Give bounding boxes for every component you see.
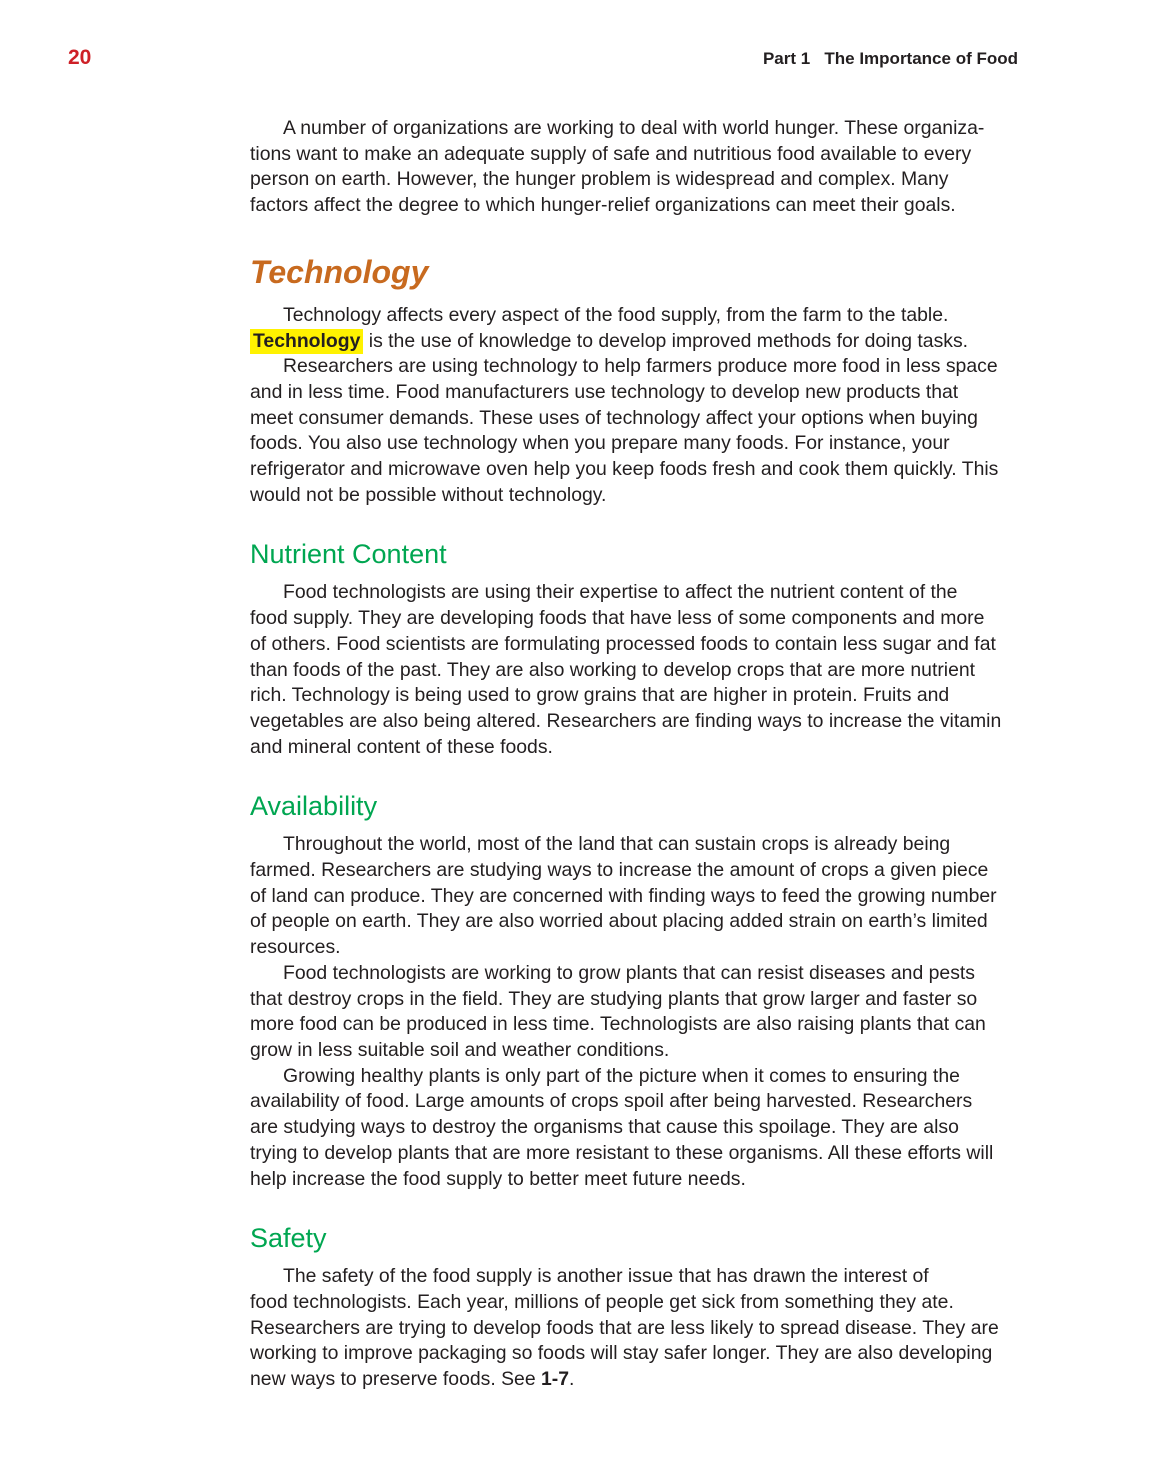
body-line: factors affect the degree to which hunger-relief organizations can meet their goals. [250, 194, 956, 217]
body-line: that destroy crops in the field. They are studying plants that grow larger and faster so [250, 987, 978, 1010]
body-line: refrigerator and microwave oven help you keep foods fresh and cook them quickly. This [250, 458, 999, 481]
nutrient-content-paragraph [250, 580, 1156, 760]
body-line: are studying ways to destroy the organisms that cause this spoilage. They are also [250, 1116, 959, 1139]
safety-paragraph-lines [250, 1264, 1156, 1367]
body-line: help increase the food supply to better meet future needs. [250, 1167, 746, 1190]
body-line-with-highlight [250, 329, 1156, 355]
page-number: 20 [68, 46, 92, 69]
running-header [0, 0, 1156, 71]
body-line: grow in less suitable soil and weather conditions. [250, 1038, 670, 1061]
glossary-term-highlight: Technology [250, 329, 363, 354]
body-line: Researchers are using technology to help farmers produce more food in less space [283, 355, 998, 378]
body-line: of others. Food scientists are formulating processed foods to contain less sugar and fat [250, 632, 996, 655]
body-line-text: . [569, 1368, 575, 1391]
page-content [0, 116, 1156, 1393]
body-line: of people on earth. They are also worried about placing added strain on earth’s limited [250, 910, 988, 933]
availability-paragraph-3 [250, 1064, 1156, 1193]
body-line: farmed. Researchers are studying ways to increase the amount of crops a given piece [250, 859, 989, 882]
body-line: Food technologists are using their expertise to affect the nutrient content of the [283, 581, 958, 604]
body-line: food technologists. Each year, millions of people get sick from something they ate. [250, 1290, 954, 1313]
intro-paragraph [250, 116, 1156, 219]
running-header-title: Part 1 The Importance of Food [762, 49, 1018, 68]
section-heading-availability: Availability [250, 791, 378, 822]
body-line: person on earth. However, the hunger problem is widespread and complex. Many [250, 168, 949, 191]
body-line: tions want to make an adequate supply of safe and nutritious food available to every [250, 142, 972, 165]
body-line: resources. [250, 936, 341, 959]
body-line: availability of food. Large amounts of crops spoil after being harvested. Researchers [250, 1090, 973, 1113]
section-heading-technology: Technology [250, 253, 429, 290]
body-line: and in less time. Food manufacturers use technology to develop new products that [250, 380, 959, 403]
body-line: vegetables are also being altered. Researchers are finding ways to increase the vitamin [250, 709, 1002, 732]
body-line: meet consumer demands. These uses of technology affect your options when buying [250, 406, 978, 429]
body-line: Food technologists are working to grow plants that can resist diseases and pests [283, 961, 975, 984]
body-line: and mineral content of these foods. [250, 735, 553, 758]
body-line: than foods of the past. They are also working to develop crops that are more nutrient [250, 658, 976, 681]
body-line-text: new ways to preserve foods. See [250, 1368, 542, 1391]
availability-paragraph-2 [250, 961, 1156, 1064]
body-line: The safety of the food supply is another issue that has drawn the interest of [283, 1265, 929, 1288]
body-line: Researchers are trying to develop foods that are less likely to spread disease. They are [250, 1316, 999, 1339]
body-line: Throughout the world, most of the land that can sustain crops is already being [283, 833, 951, 856]
body-line: trying to develop plants that are more resistant to these organisms. All these efforts will [250, 1141, 994, 1164]
section-heading-safety: Safety [250, 1223, 327, 1254]
body-line: Technology affects every aspect of the food supply, from the farm to the table. [283, 303, 949, 326]
body-line: more food can be produced in less time. Technologists are also raising plants that can [250, 1013, 986, 1036]
safety-paragraph [250, 1264, 1156, 1393]
technology-paragraph-rest [250, 354, 1156, 508]
body-line: of land can produce. They are concerned with finding ways to feed the growing number [250, 884, 997, 907]
body-line-text: is the use of knowledge to develop improved methods for doing tasks. [363, 329, 969, 352]
body-line: working to improve packaging so foods will stay safer longer. They are also developing [250, 1342, 993, 1365]
body-line: foods. You also use technology when you prepare many foods. For instance, your [250, 432, 950, 455]
body-line: food supply. They are developing foods that have less of some components and more [250, 607, 985, 630]
body-line: A number of organizations are working to deal with world hunger. These organiza- [283, 117, 985, 139]
technology-paragraph [250, 303, 1156, 509]
figure-reference: 1-7 [541, 1368, 570, 1391]
body-line-with-figure-ref [250, 1367, 1156, 1393]
body-line: Growing healthy plants is only part of the picture when it comes to ensuring the [283, 1064, 960, 1087]
section-heading-nutrient-content: Nutrient Content [250, 539, 447, 570]
body-line: rich. Technology is being used to grow grains that are higher in protein. Fruits and [250, 684, 950, 707]
body-line: would not be possible without technology. [250, 483, 607, 506]
availability-paragraph-1 [250, 832, 1156, 961]
